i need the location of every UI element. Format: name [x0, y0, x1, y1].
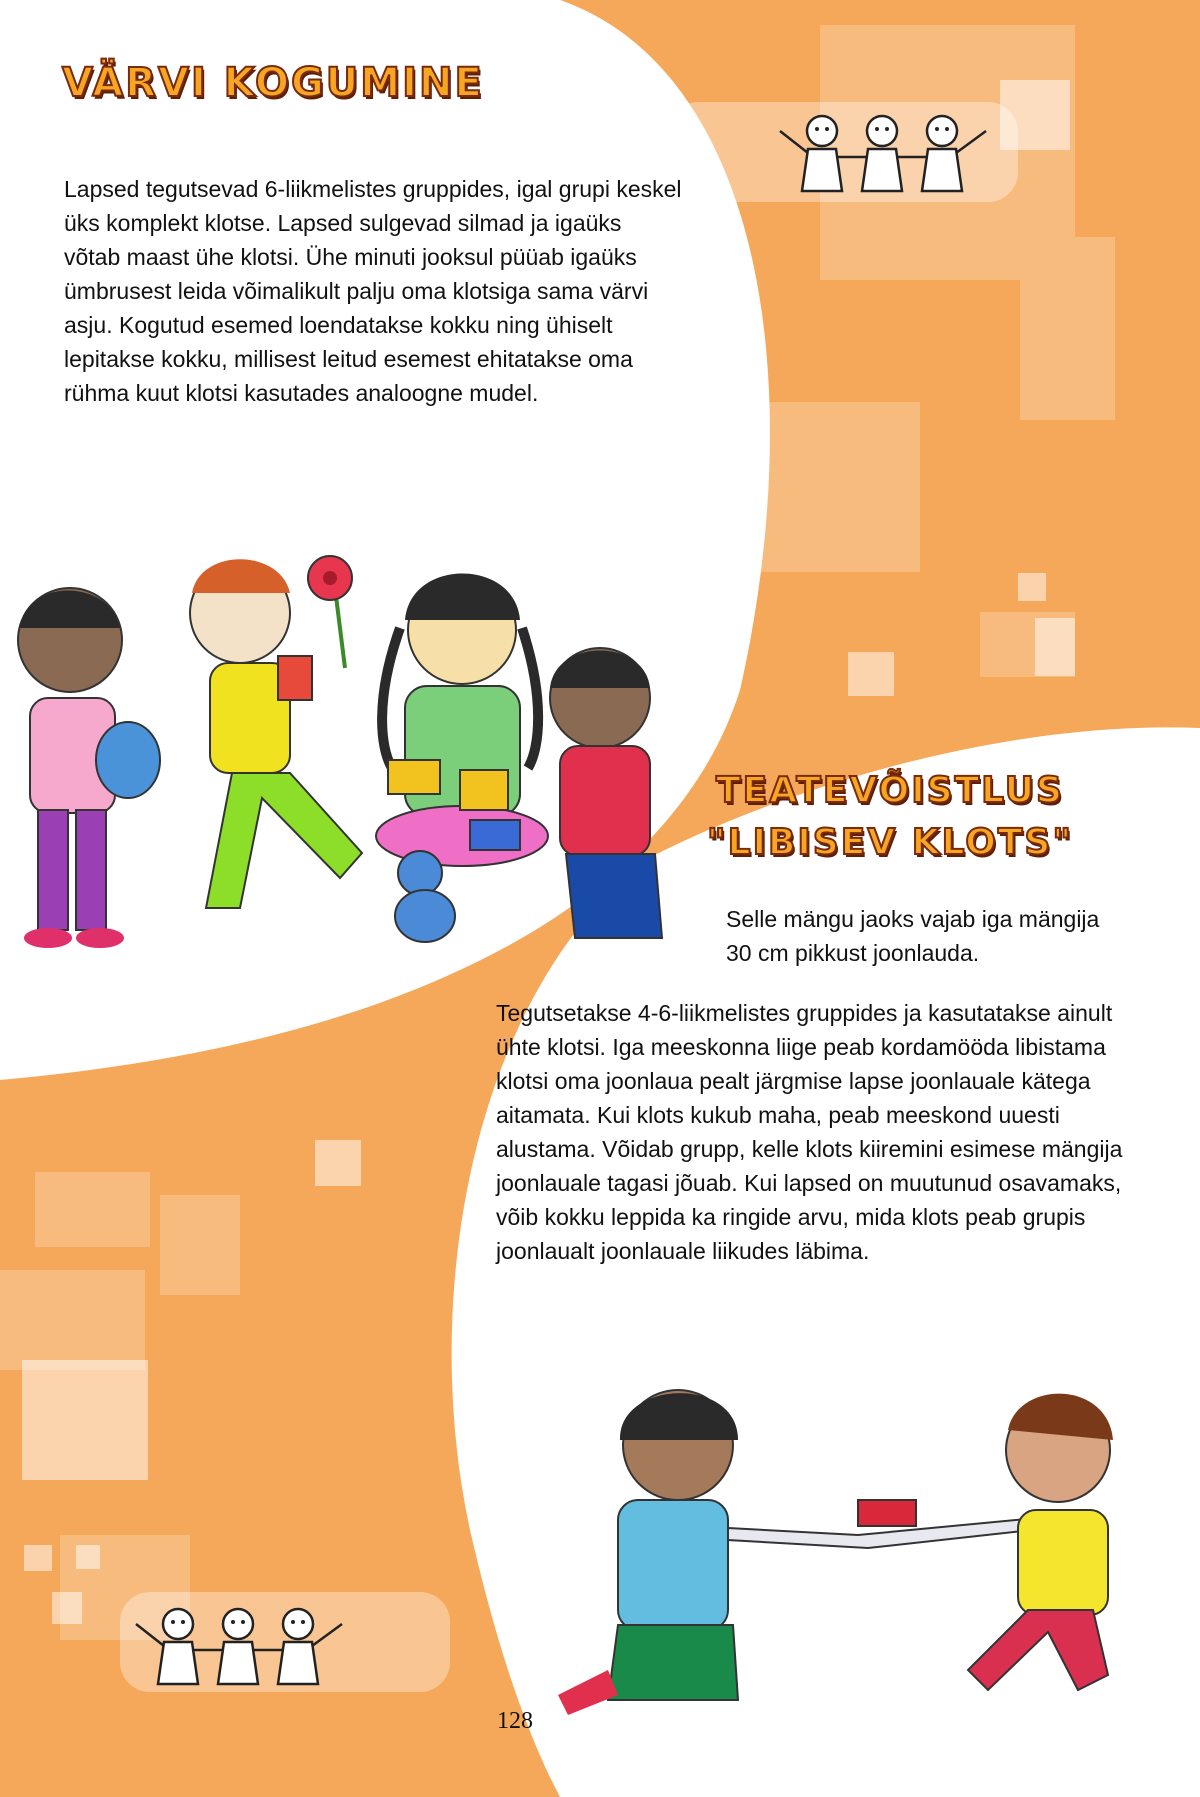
section1-title: VÄRVI KOGUMINE [62, 60, 484, 106]
section2-paragraph: Tegutsetakse 4-6-liikmelistes gruppides ja kasutatakse ainult ühte klotsi. Iga meeskonna liige peab kordamööda libistama klotsi oma joonlaua pealt järgmise lapse joonlauale kätega aitamata. Kui klots kukub maha, peab meeskond uuesti alustama. Võidab grupp, kelle klots kiiremini esimese mängija joonlauale tagasi jõuab. Kui lapsed on muutunud osavamaks, võib kokku leppida ka ringide arvu, mida klots peab grupis joonlaualt joonlauale liikudes läbima. [496, 1000, 1123, 1264]
kids-holding-hands-bottom-illustration [128, 1598, 368, 1690]
section2-title-line2: "LIBISEV KLOTS" [706, 822, 1074, 863]
section2-intro: Selle mängu jaoks vajab iga mängija 30 cm pikkust joonlauda. [726, 906, 1100, 966]
page-number: 128 [497, 1708, 533, 1734]
section1-paragraph: Lapsed tegutsevad 6-liikmelistes gruppides, igal grupi keskel üks komplekt klotse. Lapsed sulgevad silmad ja igaüks võtab maast ühe klotsi. Ühe minuti jooksul püüab igaüks ümbrusest leida võimalikult palju oma klotsiga sama värvi asju. Kogutud esemed loendatakse kokku ning ühiselt lepitakse kokku, millisest leitud esemest ehitatakse oma rühma kuut klotsi kasutades analoogne mudel. [64, 176, 682, 406]
boys-passing-block-illustration [548, 1370, 1168, 1730]
children-with-blocks-illustration [0, 548, 680, 958]
section2-title-line1: TEATEVÕISTLUS [716, 770, 1064, 811]
kids-holding-hands-top-illustration [772, 105, 1012, 197]
